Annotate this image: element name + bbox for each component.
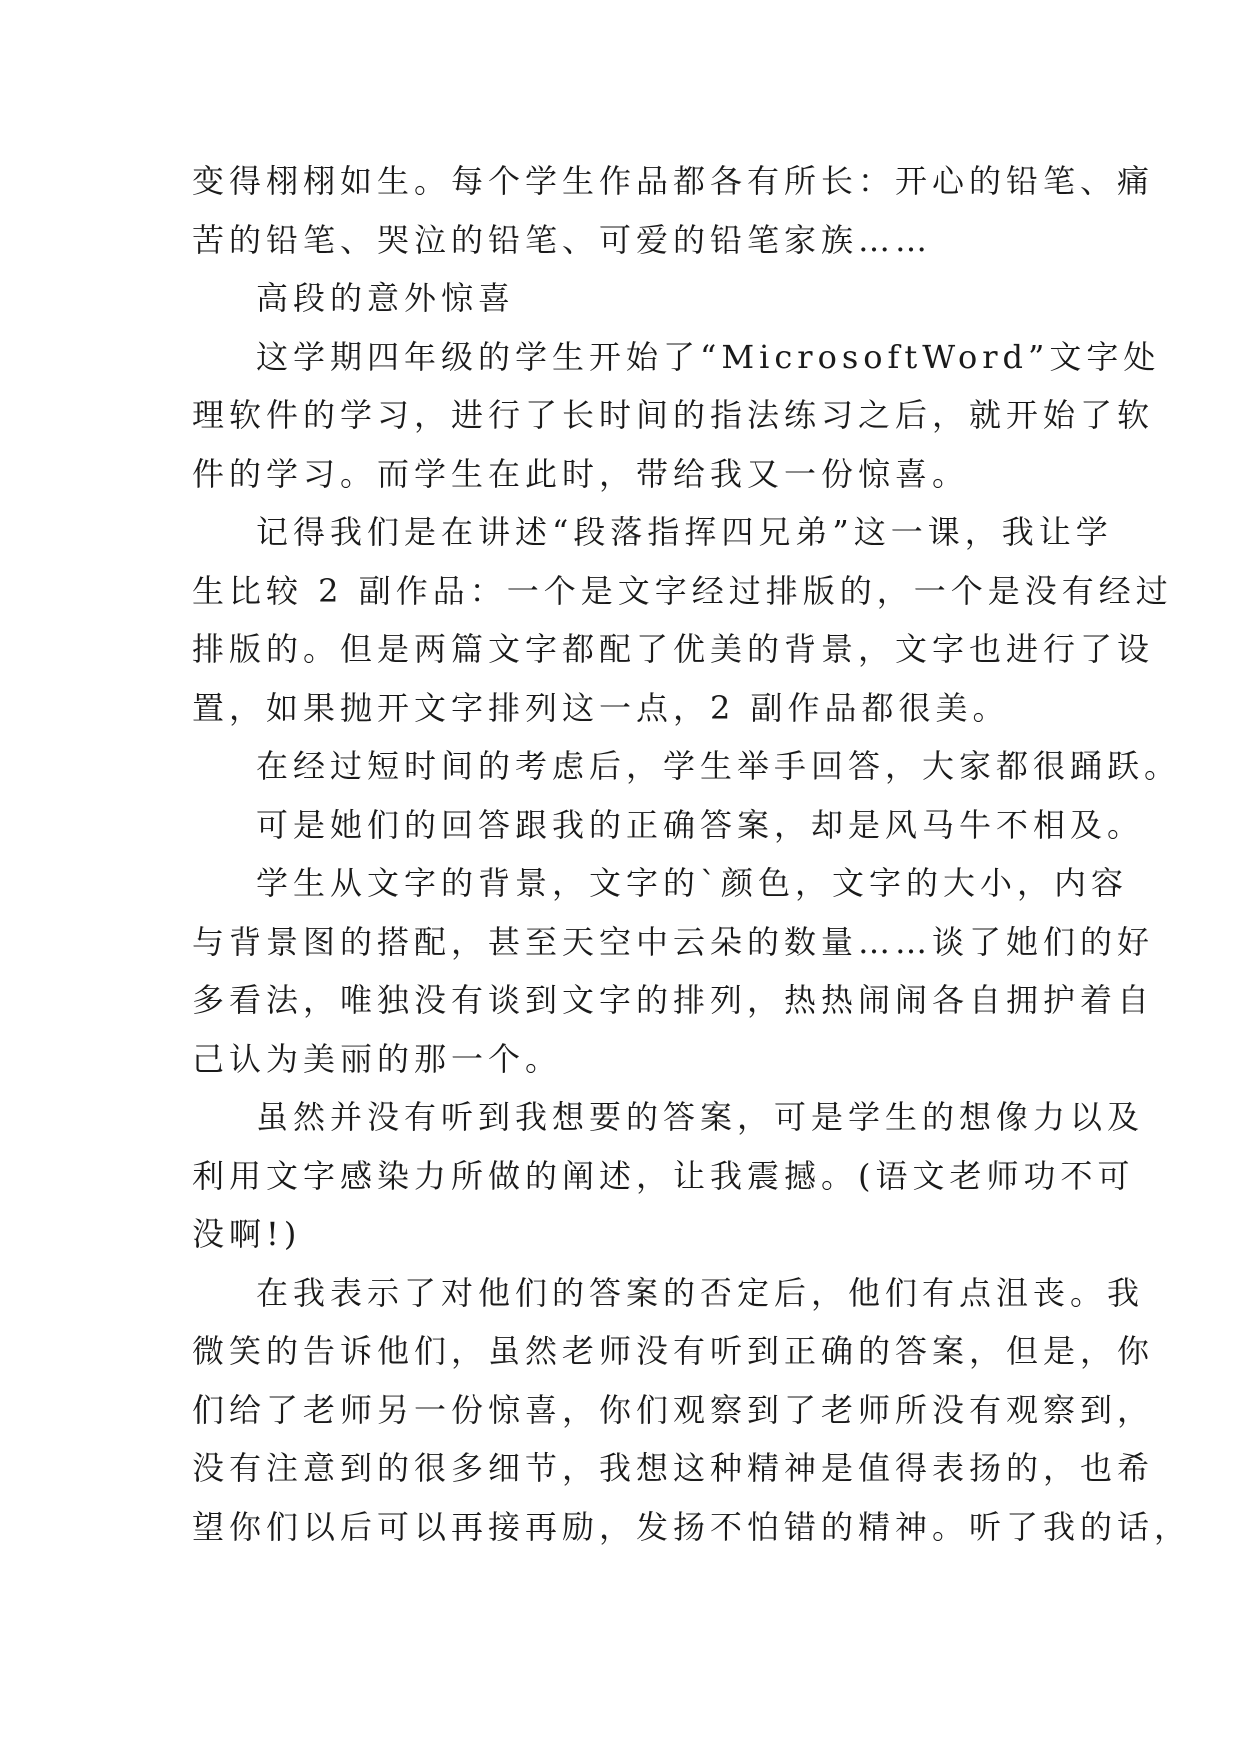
- text-line: 理软件的学习，进行了长时间的指法练习之后，就开始了软: [192, 396, 1155, 434]
- text-line: 排版的。但是两篇文字都配了优美的背景，文字也进行了设: [192, 630, 1155, 668]
- text-line: 虽然并没有听到我想要的答案，可是学生的想像力以及: [256, 1098, 1145, 1136]
- text-line: 微笑的告诉他们，虽然老师没有听到正确的答案，但是，你: [192, 1332, 1155, 1370]
- text-line: 己认为美丽的那一个。: [192, 1039, 563, 1078]
- section-heading: 高段的意外惊喜: [256, 279, 516, 317]
- text-line: 变得栩栩如生。每个学生作品都各有所长：开心的铅笔、痛: [192, 162, 1155, 200]
- text-line: 没啊!): [192, 1215, 302, 1253]
- text-line: 在经过短时间的考虑后，学生举手回答，大家都很踊跃。: [256, 747, 1182, 785]
- text-line: 们给了老师另一份惊喜，你们观察到了老师所没有观察到，: [192, 1390, 1155, 1429]
- text-line: 件的学习。而学生在此时，带给我又一份惊喜。: [192, 454, 970, 493]
- text-line: 苦的铅笔、哭泣的铅笔、可爱的铅笔家族……: [192, 220, 933, 259]
- text-line: 这学期四年级的学生开始了“MicrosoftWord”文字处: [256, 337, 1161, 376]
- text-line: 在我表示了对他们的答案的否定后，他们有点沮丧。我: [256, 1273, 1145, 1312]
- text-line: 学生从文字的背景，文字的`颜色，文字的大小，内容: [256, 864, 1129, 902]
- text-line: 利用文字感染力所做的阐述，让我震撼。(语文老师功不可: [192, 1156, 1135, 1195]
- text-line: 可是她们的回答跟我的正确答案，却是风马牛不相及。: [256, 805, 1145, 844]
- text-line: 多看法，唯独没有谈到文字的排列，热热闹闹各自拥护着自: [192, 981, 1155, 1019]
- text-line: 生比较 2 副作品：一个是文字经过排版的，一个是没有经过: [192, 571, 1173, 610]
- text-line: 置，如果抛开文字排列这一点，2 副作品都很美。: [192, 688, 1010, 727]
- text-line: 望你们以后可以再接再励，发扬不怕错的精神。听了我的话，: [192, 1507, 1192, 1546]
- document-body: [192, 152, 1192, 1556]
- text-line: 记得我们是在讲述“段落指挥四兄弟”这一课，我让学: [256, 513, 1113, 551]
- text-line: 没有注意到的很多细节，我想这种精神是值得表扬的，也希: [192, 1449, 1155, 1487]
- text-line: 与背景图的搭配，甚至天空中云朵的数量……谈了她们的好: [192, 922, 1155, 961]
